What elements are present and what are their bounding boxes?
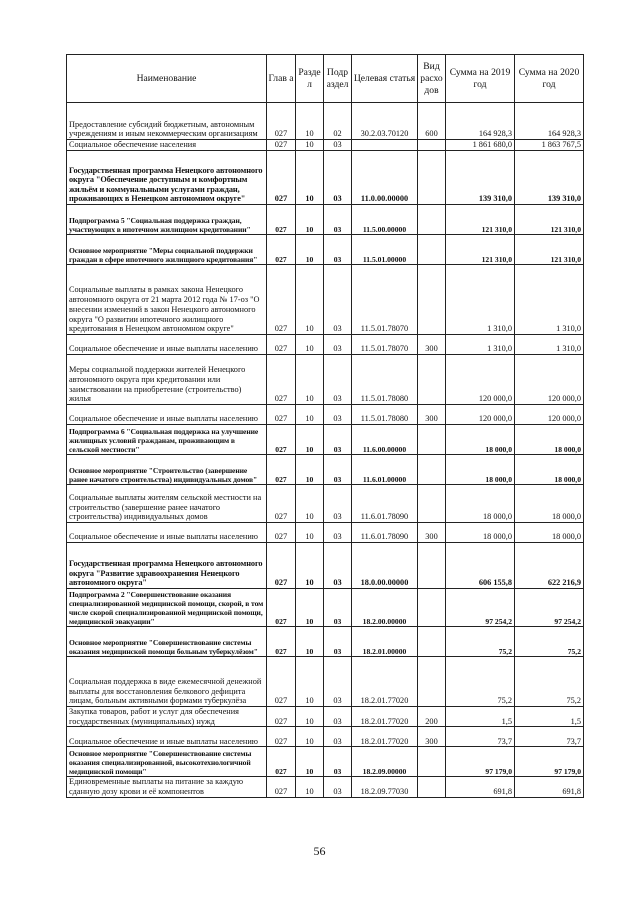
cell-statya: 11.5.01.78080 [352, 405, 418, 425]
cell-sum-2020: 97 179,0 [515, 747, 584, 777]
cell-statya: 11.5.00.00000 [352, 205, 418, 235]
cell-sum-2020: 121 310,0 [515, 235, 584, 265]
cell-sum-2019: 75,2 [446, 657, 515, 707]
cell-vid [418, 205, 446, 235]
cell-sum-2019: 1,5 [446, 707, 515, 727]
cell-statya: 18.2.01.00000 [352, 627, 418, 657]
cell-podrazdel: 03 [324, 151, 352, 205]
cell-statya: 18.2.01.77020 [352, 707, 418, 727]
cell-podrazdel: 03 [324, 485, 352, 523]
cell-glava: 027 [267, 265, 296, 335]
cell-name: Социальное обеспечение и иные выплаты населению [67, 405, 267, 425]
cell-podrazdel: 03 [324, 455, 352, 485]
cell-vid: 300 [418, 405, 446, 425]
cell-vid: 600 [418, 103, 446, 140]
table-row [67, 405, 584, 425]
cell-vid: 200 [418, 707, 446, 727]
cell-sum-2019: 691,8 [446, 777, 515, 797]
budget-table-container [66, 54, 583, 798]
cell-podrazdel: 03 [324, 543, 352, 589]
cell-vid [418, 747, 446, 777]
cell-name: Основное мероприятие "Совершенствование системы оказания медицинской помощи больным туберкулёзом" [67, 627, 267, 657]
cell-name: Социальное обеспечение и иные выплаты населению [67, 727, 267, 747]
cell-statya: 30.2.03.70120 [352, 103, 418, 140]
cell-sum-2020: 1 863 767,5 [515, 140, 584, 151]
cell-sum-2019: 73,7 [446, 727, 515, 747]
cell-glava: 027 [267, 707, 296, 727]
cell-sum-2019: 97 254,2 [446, 589, 515, 627]
cell-statya: 18.2.01.77020 [352, 727, 418, 747]
cell-glava: 027 [267, 657, 296, 707]
cell-name: Основное мероприятие "Строительство (завершение ранее начатого строительства) индивидуальных домов" [67, 455, 267, 485]
cell-sum-2020: 1,5 [515, 707, 584, 727]
cell-vid [418, 151, 446, 205]
cell-glava: 027 [267, 485, 296, 523]
cell-sum-2020: 120 000,0 [515, 355, 584, 405]
cell-name: Подпрограмма 6 "Социальная поддержка на улучшение жилищных условий гражданам, проживающим в сельской местности" [67, 425, 267, 455]
cell-podrazdel: 03 [324, 405, 352, 425]
cell-razdel: 10 [296, 543, 324, 589]
cell-razdel: 10 [296, 627, 324, 657]
cell-glava: 027 [267, 151, 296, 205]
cell-razdel: 10 [296, 485, 324, 523]
cell-statya: 11.5.01.78080 [352, 355, 418, 405]
cell-glava: 027 [267, 425, 296, 455]
header-glava: Глав а [267, 55, 296, 103]
cell-vid [418, 425, 446, 455]
cell-podrazdel: 03 [324, 777, 352, 797]
cell-statya: 11.6.01.78090 [352, 523, 418, 543]
cell-sum-2020: 75,2 [515, 657, 584, 707]
cell-glava: 027 [267, 727, 296, 747]
cell-vid: 300 [418, 523, 446, 543]
cell-razdel: 10 [296, 205, 324, 235]
cell-sum-2019: 18 000,0 [446, 425, 515, 455]
cell-razdel: 10 [296, 405, 324, 425]
cell-sum-2020: 18 000,0 [515, 455, 584, 485]
table-row [67, 727, 584, 747]
cell-sum-2020: 18 000,0 [515, 523, 584, 543]
cell-glava: 027 [267, 405, 296, 425]
cell-podrazdel: 03 [324, 140, 352, 151]
cell-statya [352, 140, 418, 151]
cell-vid [418, 140, 446, 151]
cell-vid [418, 657, 446, 707]
table-row [67, 523, 584, 543]
table-row [67, 485, 584, 523]
table-row [67, 140, 584, 151]
table-row [67, 103, 584, 140]
table-row [67, 543, 584, 589]
cell-glava: 027 [267, 335, 296, 355]
cell-statya: 11.0.00.00000 [352, 151, 418, 205]
cell-sum-2019: 1 861 680,0 [446, 140, 515, 151]
cell-vid: 300 [418, 727, 446, 747]
table-row [67, 707, 584, 727]
cell-razdel: 10 [296, 103, 324, 140]
cell-sum-2019: 1 310,0 [446, 335, 515, 355]
cell-glava: 027 [267, 235, 296, 265]
cell-razdel: 10 [296, 335, 324, 355]
cell-sum-2019: 606 155,8 [446, 543, 515, 589]
cell-name: Государственная программа Ненецкого автономного округа "Обеспечение доступным и комфортным жильём и коммунальными услугами граждан, проживающих в Ненецком автономном округе" [67, 151, 267, 205]
cell-glava: 027 [267, 589, 296, 627]
cell-razdel: 10 [296, 727, 324, 747]
cell-vid: 300 [418, 335, 446, 355]
table-row [67, 205, 584, 235]
table-row [67, 235, 584, 265]
cell-sum-2020: 691,8 [515, 777, 584, 797]
cell-vid [418, 777, 446, 797]
cell-statya: 18.2.00.00000 [352, 589, 418, 627]
cell-sum-2020: 97 254,2 [515, 589, 584, 627]
cell-sum-2020: 1 310,0 [515, 265, 584, 335]
cell-vid [418, 589, 446, 627]
header-podrazdel: Подр аздел [324, 55, 352, 103]
cell-razdel: 10 [296, 657, 324, 707]
cell-glava: 027 [267, 543, 296, 589]
cell-vid [418, 265, 446, 335]
table-row [67, 627, 584, 657]
cell-sum-2019: 18 000,0 [446, 485, 515, 523]
cell-vid [418, 543, 446, 589]
cell-statya: 18.2.01.77020 [352, 657, 418, 707]
table-row [67, 151, 584, 205]
cell-glava: 027 [267, 140, 296, 151]
table-row [67, 265, 584, 335]
cell-sum-2020: 120 000,0 [515, 405, 584, 425]
cell-razdel: 10 [296, 140, 324, 151]
cell-podrazdel: 03 [324, 627, 352, 657]
cell-sum-2019: 121 310,0 [446, 205, 515, 235]
cell-glava: 027 [267, 205, 296, 235]
cell-sum-2019: 75,2 [446, 627, 515, 657]
cell-statya: 18.2.09.77030 [352, 777, 418, 797]
cell-name: Социальное обеспечение населения [67, 140, 267, 151]
cell-sum-2019: 1 310,0 [446, 265, 515, 335]
cell-sum-2020: 75,2 [515, 627, 584, 657]
cell-statya: 11.6.01.78090 [352, 485, 418, 523]
cell-name: Основное мероприятие "Меры социальной поддержки граждан в сфере ипотечного жилищного кредитования" [67, 235, 267, 265]
header-vid: Вид расхо дов [418, 55, 446, 103]
cell-razdel: 10 [296, 777, 324, 797]
cell-razdel: 10 [296, 589, 324, 627]
cell-podrazdel: 03 [324, 335, 352, 355]
header-sum-2020: Сумма на 2020 год [515, 55, 584, 103]
cell-razdel: 10 [296, 523, 324, 543]
cell-podrazdel: 02 [324, 103, 352, 140]
table-row [67, 589, 584, 627]
header-name: Наименование [67, 55, 267, 103]
cell-podrazdel: 03 [324, 727, 352, 747]
cell-glava: 027 [267, 747, 296, 777]
table-row [67, 657, 584, 707]
cell-podrazdel: 03 [324, 205, 352, 235]
cell-sum-2020: 121 310,0 [515, 205, 584, 235]
cell-statya: 18.0.00.00000 [352, 543, 418, 589]
header-razdel: Разде л [296, 55, 324, 103]
cell-sum-2019: 121 310,0 [446, 235, 515, 265]
cell-name: Государственная программа Ненецкого автономного округа "Развитие здравоохранения Ненецкого автономного округа" [67, 543, 267, 589]
cell-sum-2019: 139 310,0 [446, 151, 515, 205]
table-body [67, 103, 584, 798]
cell-name: Социальное обеспечение и иные выплаты населению [67, 335, 267, 355]
cell-razdel: 10 [296, 235, 324, 265]
cell-name: Социальное обеспечение и иные выплаты населению [67, 523, 267, 543]
cell-statya: 11.6.00.00000 [352, 425, 418, 455]
cell-podrazdel: 03 [324, 707, 352, 727]
cell-sum-2020: 1 310,0 [515, 335, 584, 355]
cell-glava: 027 [267, 103, 296, 140]
cell-name: Подпрограмма 5 "Социальная поддержка граждан, участвующих в ипотечном жилищном кредитовании" [67, 205, 267, 235]
cell-podrazdel: 03 [324, 747, 352, 777]
cell-sum-2019: 164 928,3 [446, 103, 515, 140]
cell-sum-2020: 18 000,0 [515, 425, 584, 455]
cell-sum-2019: 18 000,0 [446, 523, 515, 543]
cell-sum-2019: 18 000,0 [446, 455, 515, 485]
cell-statya: 11.5.01.00000 [352, 235, 418, 265]
cell-glava: 027 [267, 627, 296, 657]
table-row [67, 777, 584, 797]
table-row [67, 335, 584, 355]
header-statya: Целевая статья [352, 55, 418, 103]
cell-vid [418, 355, 446, 405]
cell-name: Подпрограмма 2 "Совершенствование оказания специализированной медицинской помощи, скорой, в том числе скорой специализированной медицинской помощи, медицинской эвакуации" [67, 589, 267, 627]
cell-sum-2020: 139 310,0 [515, 151, 584, 205]
cell-sum-2019: 120 000,0 [446, 355, 515, 405]
cell-statya: 11.6.01.00000 [352, 455, 418, 485]
cell-glava: 027 [267, 455, 296, 485]
cell-vid [418, 455, 446, 485]
cell-vid [418, 235, 446, 265]
cell-razdel: 10 [296, 455, 324, 485]
cell-glava: 027 [267, 523, 296, 543]
budget-table [66, 54, 584, 798]
cell-name: Социальная поддержка в виде ежемесячной денежной выплаты для восстановления белкового дефицита лицам, больным активными формами туберкулёза [67, 657, 267, 707]
cell-podrazdel: 03 [324, 523, 352, 543]
cell-sum-2019: 97 179,0 [446, 747, 515, 777]
cell-glava: 027 [267, 777, 296, 797]
cell-razdel: 10 [296, 355, 324, 405]
table-row [67, 455, 584, 485]
cell-sum-2019: 120 000,0 [446, 405, 515, 425]
cell-sum-2020: 164 928,3 [515, 103, 584, 140]
table-row [67, 747, 584, 777]
cell-statya: 11.5.01.78070 [352, 265, 418, 335]
cell-sum-2020: 73,7 [515, 727, 584, 747]
cell-statya: 18.2.09.00000 [352, 747, 418, 777]
cell-razdel: 10 [296, 265, 324, 335]
cell-glava: 027 [267, 355, 296, 405]
cell-podrazdel: 03 [324, 657, 352, 707]
table-row [67, 355, 584, 405]
cell-vid [418, 485, 446, 523]
cell-podrazdel: 03 [324, 235, 352, 265]
cell-statya: 11.5.01.78070 [352, 335, 418, 355]
cell-razdel: 10 [296, 151, 324, 205]
cell-name: Основное мероприятие "Совершенствование системы оказания специализированной, высокотехнологичной медицинской помощи" [67, 747, 267, 777]
table-row [67, 425, 584, 455]
cell-vid [418, 627, 446, 657]
cell-podrazdel: 03 [324, 265, 352, 335]
cell-name: Закупка товаров, работ и услуг для обеспечения государственных (муниципальных) нужд [67, 707, 267, 727]
cell-name: Предоставление субсидий бюджетным, автономным учреждениям и иным некоммерческим организациям [67, 103, 267, 140]
cell-name: Меры социальной поддержки жителей Ненецкого автономного округа при кредитовании или заимствовании на приобретение (строительство) жилья [67, 355, 267, 405]
cell-podrazdel: 03 [324, 425, 352, 455]
cell-sum-2020: 18 000,0 [515, 485, 584, 523]
cell-razdel: 10 [296, 747, 324, 777]
page-number: 56 [313, 844, 326, 858]
header-sum-2019: Сумма на 2019 год [446, 55, 515, 103]
cell-razdel: 10 [296, 425, 324, 455]
cell-podrazdel: 03 [324, 589, 352, 627]
table-header-row [67, 55, 584, 103]
cell-razdel: 10 [296, 707, 324, 727]
cell-podrazdel: 03 [324, 355, 352, 405]
cell-sum-2020: 622 216,9 [515, 543, 584, 589]
cell-name: Социальные выплаты в рамках закона Ненецкого автономного округа от 21 марта 2012 года № 17-оз "О внесении изменений в закон Ненецкого автономного округа "О развитии ипотечного жилищного кредитования в Ненецком автономном округе" [67, 265, 267, 335]
cell-name: Социальные выплаты жителям сельской местности на строительство (завершение ранее начатого строительства) индивидуальных домов [67, 485, 267, 523]
cell-name: Единовременные выплаты на питание за каждую сданную дозу крови и её компонентов [67, 777, 267, 797]
